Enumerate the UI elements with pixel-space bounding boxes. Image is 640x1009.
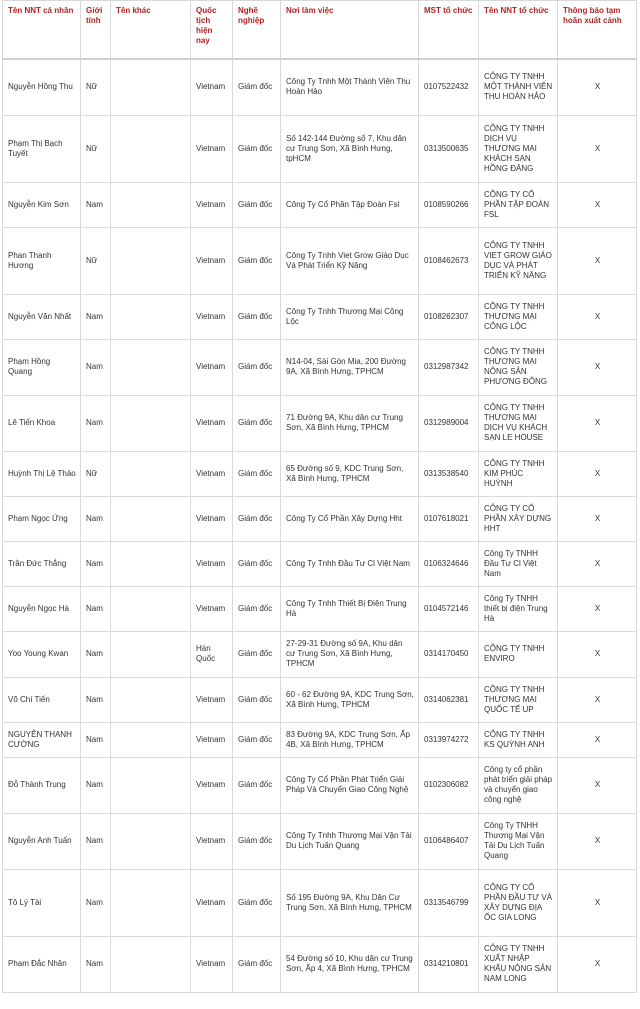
- cell-org-name: CÔNG TY TNHH THƯƠNG MẠI QUỐC TẾ UP: [479, 677, 558, 722]
- table-row: [3, 936, 637, 992]
- cell-occupation: Giám đốc: [233, 677, 281, 722]
- cell-exit-postponement: X: [558, 586, 637, 631]
- cell-taxpayer-name: Võ Chí Tiến: [3, 677, 81, 722]
- cell-nationality: Vietnam: [191, 586, 233, 631]
- cell-gender: Nam: [81, 631, 111, 677]
- cell-workplace: Công Ty Tnhh Viet Grow Giáo Dục Và Phát Triển Kỹ Năng: [281, 227, 419, 294]
- table-row: [3, 395, 637, 451]
- header-occupation: Nghề nghiệp: [233, 1, 281, 60]
- cell-workplace: 27-29-31 Đường số 9A, Khu dân cư Trung Sơn, Xã Bình Hưng, TPHCM: [281, 631, 419, 677]
- cell-exit-postponement: X: [558, 869, 637, 936]
- cell-other-name: [111, 677, 191, 722]
- cell-nationality: Vietnam: [191, 677, 233, 722]
- table-row: [3, 294, 637, 339]
- cell-exit-postponement: X: [558, 451, 637, 496]
- cell-exit-postponement: X: [558, 339, 637, 395]
- cell-workplace: Công Ty Tnhh Thương Mại Công Lộc: [281, 294, 419, 339]
- cell-nationality: Vietnam: [191, 722, 233, 757]
- cell-other-name: [111, 631, 191, 677]
- cell-taxpayer-name: Nguyễn Kim Sơn: [3, 182, 81, 227]
- cell-nationality: Vietnam: [191, 541, 233, 586]
- cell-other-name: [111, 757, 191, 813]
- cell-workplace: Công Ty Tnhh Đầu Tư Cl Việt Nam: [281, 541, 419, 586]
- cell-org-name: CÔNG TY TNHH THƯƠNG MẠI DỊCH VỤ KHÁCH SẠN LE HOUSE: [479, 395, 558, 451]
- cell-exit-postponement: X: [558, 115, 637, 182]
- cell-exit-postponement: X: [558, 395, 637, 451]
- cell-gender: Nữ: [81, 59, 111, 115]
- cell-gender: Nam: [81, 722, 111, 757]
- cell-org-tax-code: 0314062381: [419, 677, 479, 722]
- table-body: [3, 59, 637, 992]
- cell-other-name: [111, 496, 191, 541]
- cell-other-name: [111, 115, 191, 182]
- cell-taxpayer-name: Phạm Đắc Nhân: [3, 936, 81, 992]
- cell-taxpayer-name: Nguyễn Văn Nhất: [3, 294, 81, 339]
- cell-org-name: CÔNG TY CỔ PHẦN TẬP ĐOÀN FSL: [479, 182, 558, 227]
- cell-nationality: Vietnam: [191, 936, 233, 992]
- cell-occupation: Giám đốc: [233, 227, 281, 294]
- cell-occupation: Giám đốc: [233, 395, 281, 451]
- cell-gender: Nam: [81, 182, 111, 227]
- cell-exit-postponement: X: [558, 677, 637, 722]
- header-taxpayer-name: Tên NNT cá nhân: [3, 1, 81, 60]
- cell-occupation: Giám đốc: [233, 757, 281, 813]
- cell-other-name: [111, 182, 191, 227]
- table-row: [3, 227, 637, 294]
- cell-other-name: [111, 869, 191, 936]
- cell-org-tax-code: 0313974272: [419, 722, 479, 757]
- cell-taxpayer-name: NGUYỄN THANH CƯỜNG: [3, 722, 81, 757]
- cell-gender: Nam: [81, 339, 111, 395]
- cell-other-name: [111, 586, 191, 631]
- cell-occupation: Giám đốc: [233, 869, 281, 936]
- cell-workplace: Số 142-144 Đường số 7, Khu dân cư Trung Sơn, Xã Bình Hưng, tpHCM: [281, 115, 419, 182]
- cell-org-name: CÔNG TY TNHH DỊCH VỤ THƯƠNG MẠI KHÁCH SẠN HỒNG ĐĂNG: [479, 115, 558, 182]
- cell-org-tax-code: 0106324646: [419, 541, 479, 586]
- cell-org-name: CÔNG TY TNHH THƯƠNG MẠI CÔNG LỘC: [479, 294, 558, 339]
- table-row: [3, 182, 637, 227]
- cell-gender: Nam: [81, 936, 111, 992]
- cell-gender: Nam: [81, 586, 111, 631]
- cell-gender: Nam: [81, 869, 111, 936]
- cell-occupation: Giám đốc: [233, 496, 281, 541]
- cell-nationality: Vietnam: [191, 451, 233, 496]
- cell-occupation: Giám đốc: [233, 541, 281, 586]
- cell-other-name: [111, 541, 191, 586]
- cell-occupation: Giám đốc: [233, 182, 281, 227]
- header-org-name: Tên NNT tổ chức: [479, 1, 558, 60]
- table-row: [3, 757, 637, 813]
- cell-other-name: [111, 722, 191, 757]
- cell-gender: Nam: [81, 395, 111, 451]
- cell-org-tax-code: 0314170450: [419, 631, 479, 677]
- table-row: [3, 451, 637, 496]
- table-row: [3, 869, 637, 936]
- table-row: [3, 339, 637, 395]
- cell-org-tax-code: 0107618021: [419, 496, 479, 541]
- cell-nationality: Vietnam: [191, 227, 233, 294]
- cell-org-name: CÔNG TY CỔ PHẦN ĐẦU TƯ VÀ XÂY DỰNG ĐỊA ỐC GIA LONG: [479, 869, 558, 936]
- cell-taxpayer-name: Phạm Ngọc Ứng: [3, 496, 81, 541]
- cell-taxpayer-name: Yoo Young Kwan: [3, 631, 81, 677]
- cell-exit-postponement: X: [558, 722, 637, 757]
- cell-org-name: Công Ty TNHH thiết bị điện Trung Hà: [479, 586, 558, 631]
- cell-gender: Nam: [81, 813, 111, 869]
- cell-other-name: [111, 451, 191, 496]
- cell-occupation: Giám đốc: [233, 631, 281, 677]
- cell-org-tax-code: 0102306082: [419, 757, 479, 813]
- cell-occupation: Giám đốc: [233, 936, 281, 992]
- cell-occupation: Giám đốc: [233, 294, 281, 339]
- cell-org-tax-code: 0108462673: [419, 227, 479, 294]
- cell-exit-postponement: X: [558, 182, 637, 227]
- cell-nationality: Vietnam: [191, 813, 233, 869]
- cell-occupation: Giám đốc: [233, 339, 281, 395]
- cell-gender: Nam: [81, 757, 111, 813]
- cell-occupation: Giám đốc: [233, 722, 281, 757]
- cell-nationality: Vietnam: [191, 115, 233, 182]
- header-row: [3, 1, 637, 60]
- cell-taxpayer-name: Nguyễn Hồng Thu: [3, 59, 81, 115]
- cell-workplace: 83 Đường 9A, KDC Trung Sơn, Ấp 4B, Xã Bình Hưng, TPHCM: [281, 722, 419, 757]
- cell-org-tax-code: 0108590266: [419, 182, 479, 227]
- cell-workplace: 65 Đường số 9, KDC Trung Sơn, Xã Bình Hưng, TPHCM: [281, 451, 419, 496]
- cell-workplace: 54 Đường số 10, Khu dân cư Trung Sơn, Ấp 4, Xã Bình Hưng, TPHCM: [281, 936, 419, 992]
- cell-exit-postponement: X: [558, 496, 637, 541]
- cell-taxpayer-name: Huỳnh Thị Lệ Thảo: [3, 451, 81, 496]
- header-other-name: Tên khác: [111, 1, 191, 60]
- cell-nationality: Vietnam: [191, 294, 233, 339]
- cell-occupation: Giám đốc: [233, 59, 281, 115]
- cell-gender: Nam: [81, 496, 111, 541]
- cell-nationality: Vietnam: [191, 496, 233, 541]
- cell-workplace: Công Ty Tnhh Một Thành Viên Thu Hoàn Hảo: [281, 59, 419, 115]
- table-row: [3, 813, 637, 869]
- cell-org-name: CÔNG TY TNHH ENVIRO: [479, 631, 558, 677]
- header-gender: Giới tính: [81, 1, 111, 60]
- cell-org-tax-code: 0108262307: [419, 294, 479, 339]
- cell-org-name: CÔNG TY CỔ PHẦN XÂY DỰNG HHT: [479, 496, 558, 541]
- cell-other-name: [111, 294, 191, 339]
- cell-taxpayer-name: Trần Đức Thắng: [3, 541, 81, 586]
- cell-org-tax-code: 0313538540: [419, 451, 479, 496]
- cell-other-name: [111, 813, 191, 869]
- cell-org-name: CÔNG TY TNHH KIM PHÚC HUỲNH: [479, 451, 558, 496]
- cell-exit-postponement: X: [558, 227, 637, 294]
- cell-other-name: [111, 339, 191, 395]
- cell-exit-postponement: X: [558, 541, 637, 586]
- cell-org-tax-code: 0312989004: [419, 395, 479, 451]
- cell-org-name: CÔNG TY TNHH XUẤT NHẬP KHẨU NÔNG SẢN NAM LONG: [479, 936, 558, 992]
- cell-org-tax-code: 0312987342: [419, 339, 479, 395]
- cell-workplace: Công Ty Tnhh Thiết Bị Điện Trung Hà: [281, 586, 419, 631]
- cell-exit-postponement: X: [558, 813, 637, 869]
- cell-taxpayer-name: Lê Tiến Khoa: [3, 395, 81, 451]
- cell-exit-postponement: X: [558, 294, 637, 339]
- cell-gender: Nam: [81, 294, 111, 339]
- cell-taxpayer-name: Phan Thanh Hương: [3, 227, 81, 294]
- table-row: [3, 586, 637, 631]
- cell-gender: Nữ: [81, 451, 111, 496]
- cell-occupation: Giám đốc: [233, 813, 281, 869]
- cell-nationality: Vietnam: [191, 869, 233, 936]
- cell-org-tax-code: 0313500635: [419, 115, 479, 182]
- table-row: [3, 59, 637, 115]
- header-exit-postponement: Thông báo tạm hoãn xuất cảnh: [558, 1, 637, 60]
- header-nationality: Quốc tịch hiện nay: [191, 1, 233, 60]
- cell-taxpayer-name: Nguyễn Anh Tuấn: [3, 813, 81, 869]
- cell-exit-postponement: X: [558, 631, 637, 677]
- cell-org-tax-code: 0314210801: [419, 936, 479, 992]
- header-workplace: Nơi làm việc: [281, 1, 419, 60]
- table-row: [3, 722, 637, 757]
- cell-nationality: Vietnam: [191, 339, 233, 395]
- table-row: [3, 115, 637, 182]
- cell-org-name: CÔNG TY TNHH MỘT THÀNH VIÊN THU HOÀN HẢO: [479, 59, 558, 115]
- cell-taxpayer-name: Phạm Hồng Quang: [3, 339, 81, 395]
- cell-workplace: N14-04, Sài Gòn Mia, 200 Đường 9A, Xã Bình Hưng, TPHCM: [281, 339, 419, 395]
- cell-exit-postponement: X: [558, 59, 637, 115]
- cell-nationality: Vietnam: [191, 59, 233, 115]
- cell-workplace: 60 - 62 Đường 9A, KDC Trung Sơn, Xã Bình Hưng, TPHCM: [281, 677, 419, 722]
- taxpayer-table: [2, 0, 637, 993]
- cell-gender: Nam: [81, 541, 111, 586]
- cell-workplace: Công Ty Cổ Phần Phát Triển Giải Pháp Và Chuyển Giao Công Nghệ: [281, 757, 419, 813]
- cell-other-name: [111, 395, 191, 451]
- table-row: [3, 677, 637, 722]
- cell-gender: Nam: [81, 677, 111, 722]
- cell-org-name: Công Ty TNHH Thương Mại Vận Tải Du Lịch Tuấn Quang: [479, 813, 558, 869]
- cell-other-name: [111, 936, 191, 992]
- table-row: [3, 496, 637, 541]
- cell-occupation: Giám đốc: [233, 451, 281, 496]
- cell-nationality: Vietnam: [191, 757, 233, 813]
- cell-org-name: CÔNG TY TNHH THƯƠNG MẠI NÔNG SẢN PHƯƠNG ĐÔNG: [479, 339, 558, 395]
- header-org-tax-code: MST tổ chức: [419, 1, 479, 60]
- cell-taxpayer-name: Tô Lý Tài: [3, 869, 81, 936]
- cell-gender: Nữ: [81, 115, 111, 182]
- cell-workplace: 71 Đường 9A, Khu dân cư Trung Sơn, Xã Bình Hưng, TPHCM: [281, 395, 419, 451]
- cell-occupation: Giám đốc: [233, 586, 281, 631]
- cell-org-name: Công Ty TNHH Đầu Tư Cl Việt Nam: [479, 541, 558, 586]
- cell-org-name: Công ty cổ phần phát triển giải pháp và chuyển giao công nghệ: [479, 757, 558, 813]
- table-row: [3, 541, 637, 586]
- cell-exit-postponement: X: [558, 757, 637, 813]
- cell-org-tax-code: 0106486407: [419, 813, 479, 869]
- cell-workplace: Công Ty Tnhh Thương Mại Vận Tải Du Lịch Tuấn Quang: [281, 813, 419, 869]
- cell-workplace: Công Ty Cổ Phần Xây Dựng Hht: [281, 496, 419, 541]
- cell-org-tax-code: 0313546799: [419, 869, 479, 936]
- cell-taxpayer-name: Phạm Thị Bạch Tuyết: [3, 115, 81, 182]
- cell-org-tax-code: 0104572146: [419, 586, 479, 631]
- cell-occupation: Giám đốc: [233, 115, 281, 182]
- table-row: [3, 631, 637, 677]
- cell-org-name: CÔNG TY TNHH KS QUỲNH ANH: [479, 722, 558, 757]
- cell-workplace: Công Ty Cổ Phần Tập Đoàn Fsl: [281, 182, 419, 227]
- cell-nationality: Vietnam: [191, 182, 233, 227]
- cell-exit-postponement: X: [558, 936, 637, 992]
- cell-org-tax-code: 0107522432: [419, 59, 479, 115]
- cell-nationality: Vietnam: [191, 395, 233, 451]
- cell-workplace: Số 195 Đường 9A, Khu Dân Cư Trung Sơn, Xã Bình Hưng, TPHCM: [281, 869, 419, 936]
- cell-nationality: Hàn Quốc: [191, 631, 233, 677]
- cell-other-name: [111, 227, 191, 294]
- cell-taxpayer-name: Đỗ Thành Trung: [3, 757, 81, 813]
- cell-taxpayer-name: Nguyễn Ngọc Hà: [3, 586, 81, 631]
- cell-other-name: [111, 59, 191, 115]
- cell-org-name: CÔNG TY TNHH VIET GROW GIÁO DỤC VÀ PHÁT TRIỂN KỸ NĂNG: [479, 227, 558, 294]
- cell-gender: Nữ: [81, 227, 111, 294]
